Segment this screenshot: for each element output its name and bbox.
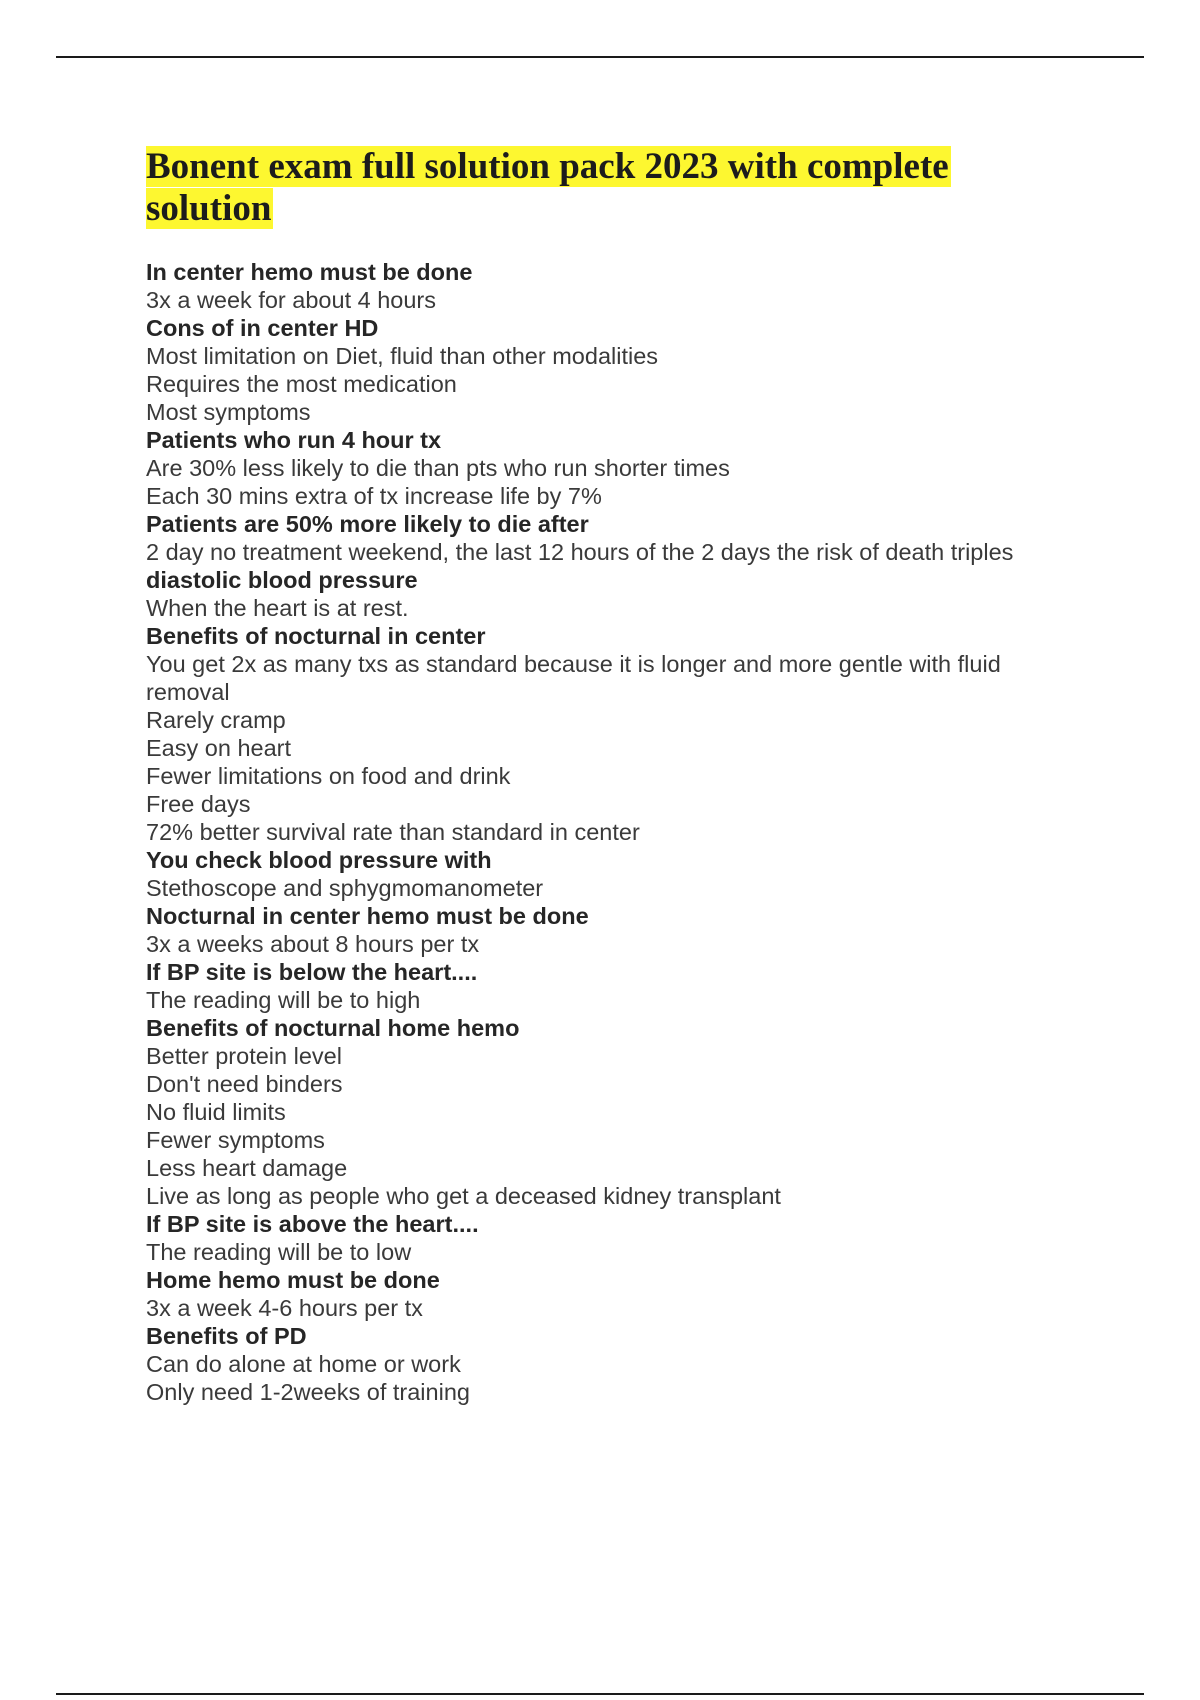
qa-item bbox=[146, 566, 1076, 622]
answer-line: 2 day no treatment weekend, the last 12 hours of the 2 days the risk of death triples bbox=[146, 539, 1014, 565]
question: In center hemo must be done bbox=[146, 259, 473, 285]
answer-line: Don't need binders bbox=[146, 1071, 343, 1097]
question: Patients who run 4 hour tx bbox=[146, 427, 442, 453]
question: If BP site is below the heart.... bbox=[146, 959, 478, 985]
question: diastolic blood pressure bbox=[146, 567, 418, 593]
qa-item bbox=[146, 902, 1076, 958]
qa-item bbox=[146, 510, 1076, 566]
answer-line: You get 2x as many txs as standard because it is longer and more gentle with fluid removal bbox=[146, 651, 1001, 705]
answer-line: Easy on heart bbox=[146, 735, 292, 761]
qa-item bbox=[146, 958, 1076, 1014]
answer-line: When the heart is at rest. bbox=[146, 595, 409, 621]
answer-line: Less heart damage bbox=[146, 1155, 348, 1181]
answer-line: The reading will be to low bbox=[146, 1239, 412, 1265]
answer-line: Requires the most medication bbox=[146, 371, 457, 397]
qa-item bbox=[146, 426, 1076, 510]
question: Patients are 50% more likely to die after bbox=[146, 511, 589, 537]
qa-item bbox=[146, 622, 1076, 846]
question: Benefits of nocturnal in center bbox=[146, 623, 486, 649]
question: Benefits of PD bbox=[146, 1323, 307, 1349]
answer-line: Most limitation on Diet, fluid than other modalities bbox=[146, 343, 659, 369]
answer-line: Only need 1-2weeks of training bbox=[146, 1379, 470, 1405]
answer-line: Live as long as people who get a deceased kidney transplant bbox=[146, 1183, 781, 1209]
qa-list bbox=[146, 258, 1076, 1406]
answer-line: No fluid limits bbox=[146, 1099, 286, 1125]
bottom-rule bbox=[56, 1693, 1144, 1695]
qa-item bbox=[146, 258, 1076, 314]
question: Nocturnal in center hemo must be done bbox=[146, 903, 589, 929]
document-title-highlight: Bonent exam full solution pack 2023 with complete solution bbox=[146, 146, 949, 229]
answer-line: Most symptoms bbox=[146, 399, 311, 425]
qa-item bbox=[146, 846, 1076, 902]
answer-line: 3x a week for about 4 hours bbox=[146, 287, 437, 313]
answer-line: Free days bbox=[146, 791, 251, 817]
qa-item bbox=[146, 1322, 1076, 1406]
answer-line: Better protein level bbox=[146, 1043, 342, 1069]
qa-item bbox=[146, 1210, 1076, 1266]
answer-line: Rarely cramp bbox=[146, 707, 286, 733]
answer-line: 72% better survival rate than standard in center bbox=[146, 819, 640, 845]
question: Benefits of nocturnal home hemo bbox=[146, 1015, 520, 1041]
qa-item bbox=[146, 1014, 1076, 1210]
question: You check blood pressure with bbox=[146, 847, 492, 873]
question: Home hemo must be done bbox=[146, 1267, 440, 1293]
answer-line: Are 30% less likely to die than pts who run shorter times bbox=[146, 455, 730, 481]
answer-line: Can do alone at home or work bbox=[146, 1351, 461, 1377]
document-title bbox=[146, 146, 1046, 230]
answer-line: 3x a weeks about 8 hours per tx bbox=[146, 931, 480, 957]
qa-item bbox=[146, 1266, 1076, 1322]
qa-item bbox=[146, 314, 1076, 426]
answer-line: Each 30 mins extra of tx increase life by 7% bbox=[146, 483, 602, 509]
answer-line: Fewer symptoms bbox=[146, 1127, 325, 1153]
answer-line: 3x a week 4-6 hours per tx bbox=[146, 1295, 423, 1321]
answer-line: Stethoscope and sphygmomanometer bbox=[146, 875, 544, 901]
question: If BP site is above the heart.... bbox=[146, 1211, 479, 1237]
question: Cons of in center HD bbox=[146, 315, 379, 341]
answer-line: The reading will be to high bbox=[146, 987, 421, 1013]
answer-line: Fewer limitations on food and drink bbox=[146, 763, 511, 789]
top-rule bbox=[56, 56, 1144, 58]
